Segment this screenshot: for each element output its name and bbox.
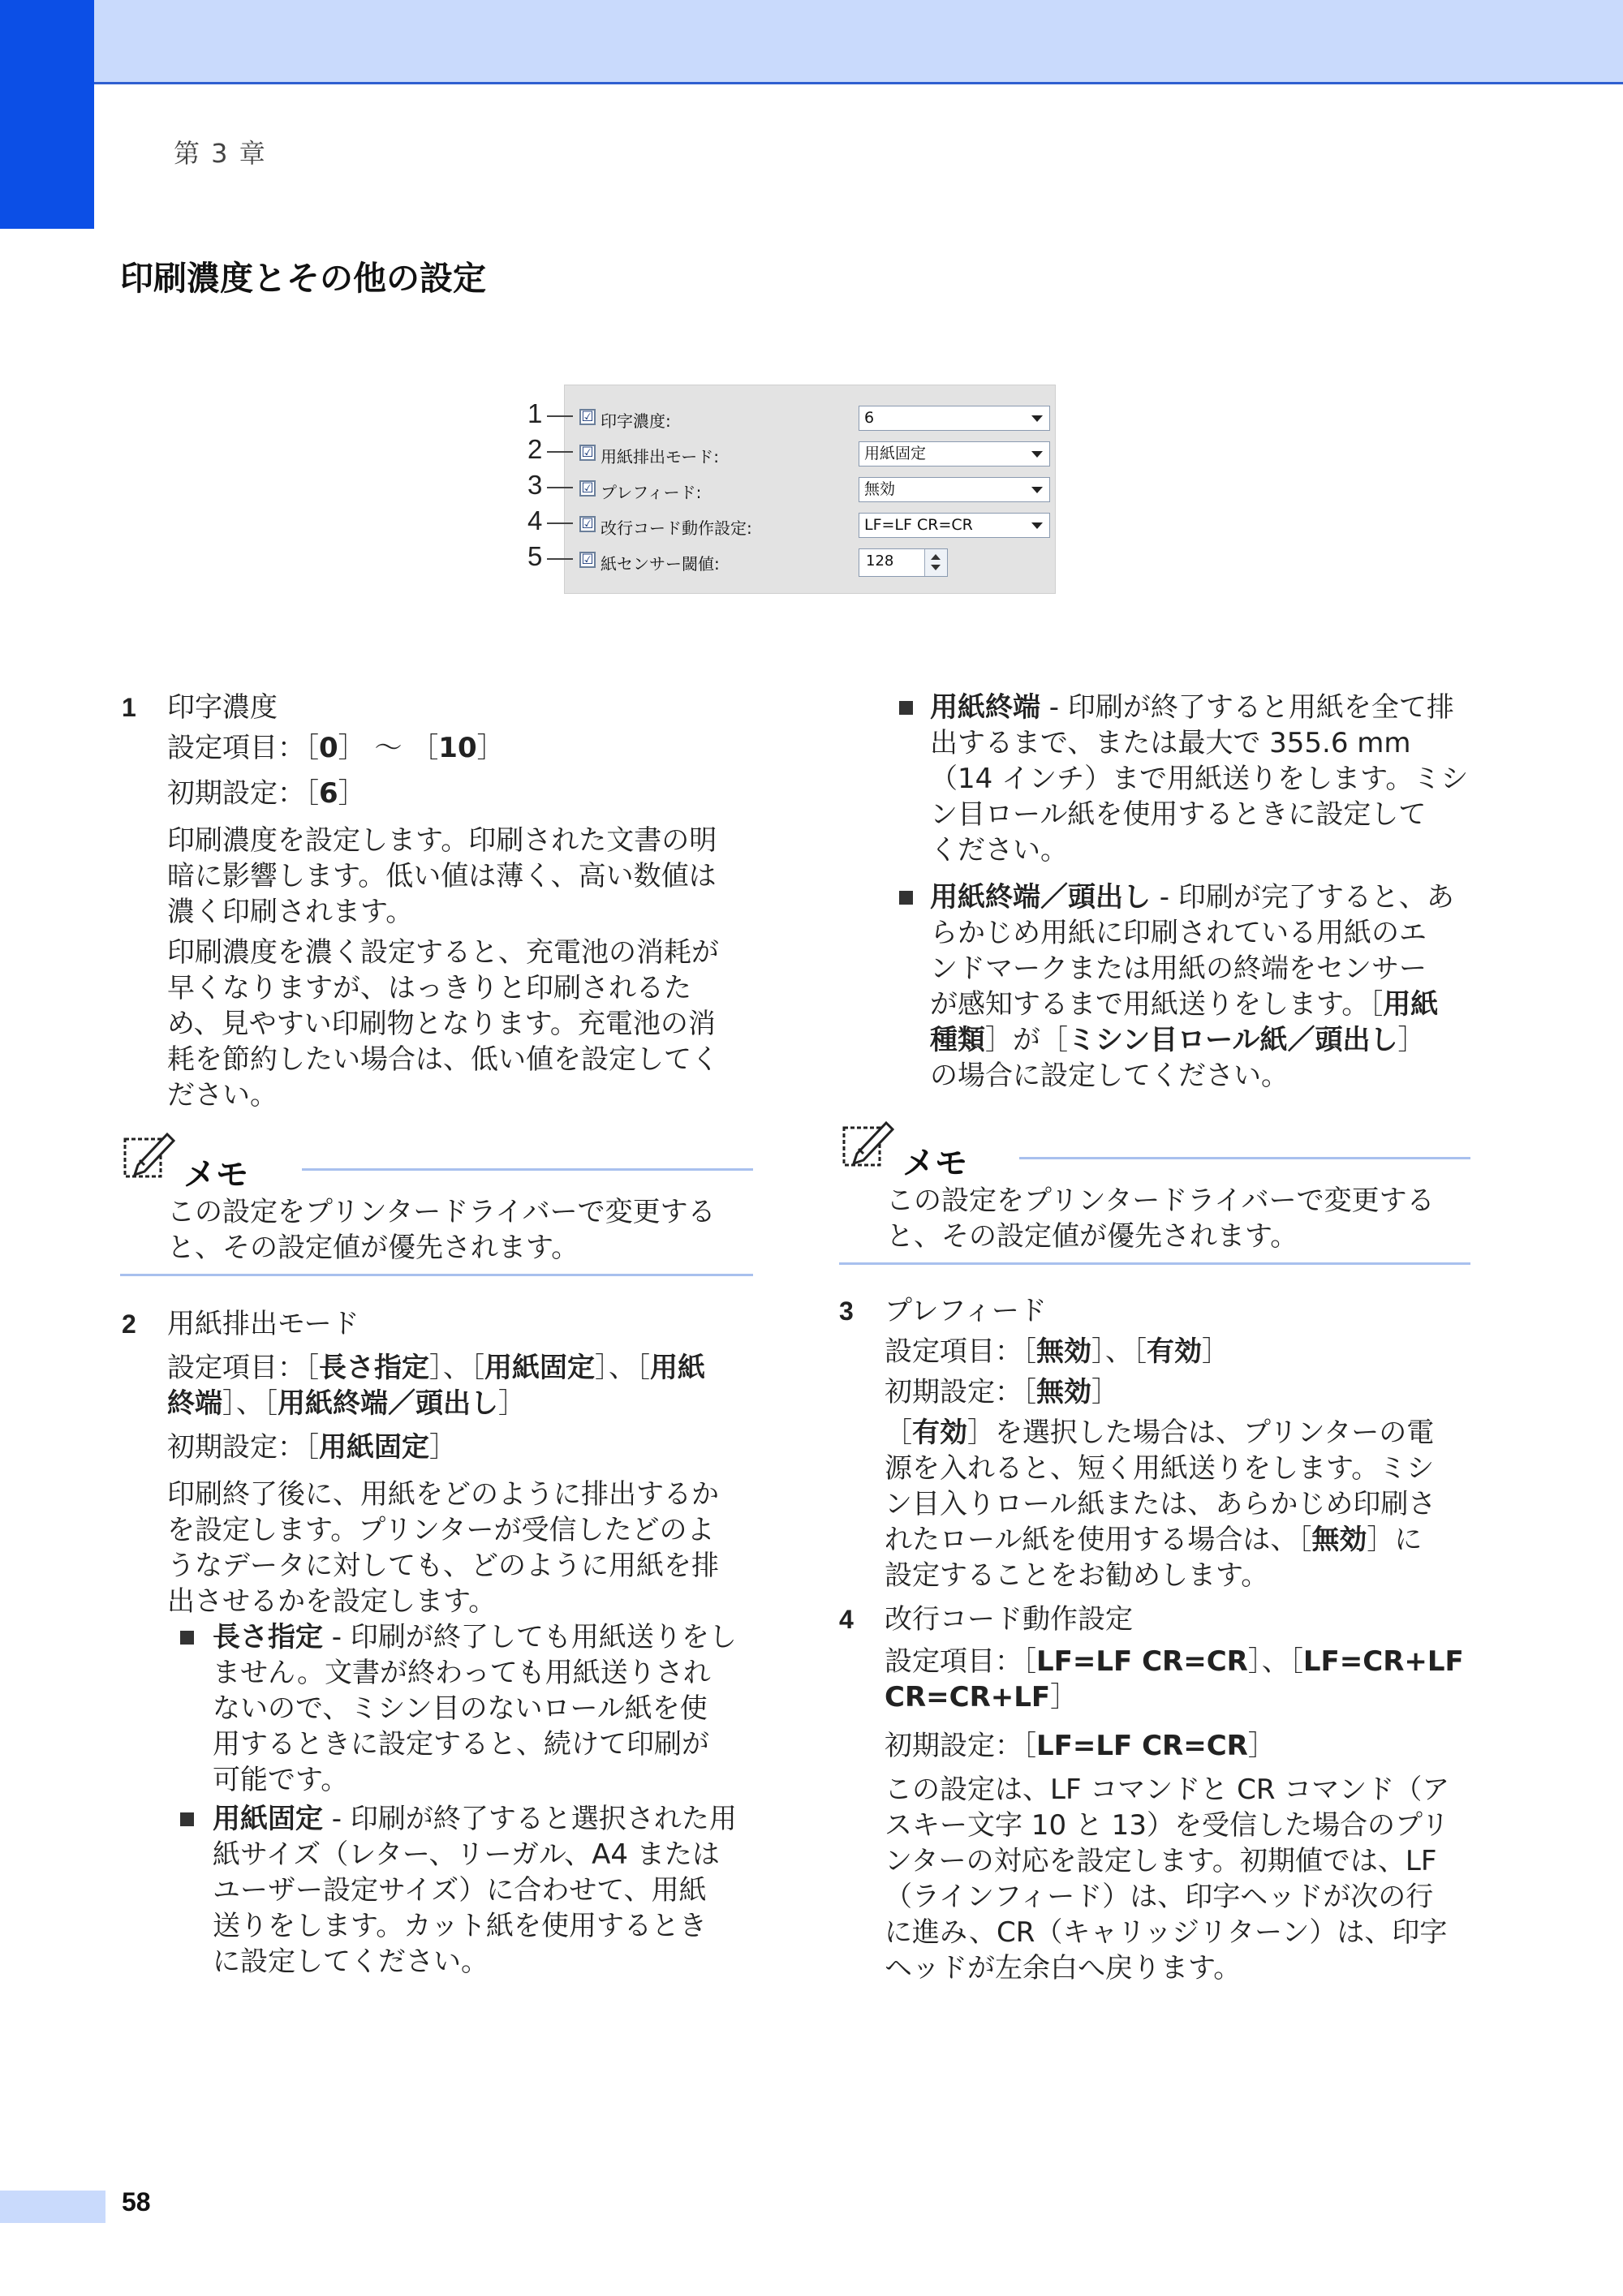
- text-bold: 用紙: [650, 1352, 705, 1384]
- text: - 印刷が終了すると用紙を全て排: [1040, 691, 1454, 724]
- text-bold: 用紙固定: [484, 1352, 595, 1384]
- text: ］、［: [595, 1352, 650, 1384]
- text-line: ださい。: [167, 1079, 278, 1111]
- text: ］: [1050, 1681, 1078, 1713]
- text: - 印刷が終了しても用紙送りをし: [323, 1621, 737, 1653]
- callout-number: 1: [527, 398, 543, 428]
- select-value: 6: [864, 409, 875, 427]
- text-line: うなデータに対しても、どのように用紙を排: [167, 1550, 719, 1582]
- row-label: 改行コード動作設定:: [601, 518, 752, 538]
- text-bold: 種類: [930, 1024, 985, 1056]
- section-number: 2: [122, 1309, 136, 1339]
- select-value: LF=LF CR=CR: [864, 516, 973, 534]
- text-bold: 有効: [912, 1417, 967, 1449]
- text-line: 印刷濃度を設定します。印刷された文書の明: [167, 824, 717, 857]
- text-bold: LF=CR+LF: [1302, 1645, 1464, 1678]
- settings-panel: [527, 385, 1056, 594]
- text: ］、［: [429, 1352, 484, 1384]
- row-label: プレフィード:: [601, 483, 702, 502]
- text-line: 送りをします。カット紙を使用するとき: [213, 1910, 707, 1942]
- text-bold: 6: [319, 777, 338, 810]
- chevron-down-icon: [1031, 487, 1043, 493]
- text-line: スキー文字 10 と 13）を受信した場合のプリ: [885, 1809, 1449, 1842]
- callout-line: [547, 415, 573, 417]
- chevron-down-icon: [1031, 522, 1043, 529]
- linefeed-select[interactable]: [859, 513, 1050, 538]
- row-label: 印字濃度:: [601, 411, 671, 431]
- text-line: ン目入りロール紙または、あらかじめ印刷さ: [885, 1488, 1436, 1520]
- text: れたロール紙を使用する場合は、［: [885, 1524, 1312, 1556]
- checkbox[interactable]: ☑: [579, 445, 596, 461]
- text: ］: [1202, 1335, 1229, 1368]
- panel-row: [527, 541, 1057, 577]
- panel-row: [527, 398, 1057, 434]
- row-label: 紙センサー閾値:: [601, 554, 720, 574]
- text: ［: [885, 1417, 912, 1449]
- default-setting: [167, 776, 366, 811]
- memo-box: [839, 1116, 1470, 1271]
- text: 設定項目：［: [885, 1335, 1036, 1368]
- text-line: ンドマークまたは用紙の終端をセンサー: [930, 952, 1427, 985]
- text-line: 可能です。: [213, 1764, 349, 1796]
- arrow-up-icon[interactable]: [931, 554, 941, 560]
- text: ］が［: [985, 1024, 1068, 1056]
- bullet-item: [213, 1619, 764, 1798]
- callout-number: 2: [527, 434, 543, 464]
- text-line: ユーザー設定サイズ）に合わせて、用紙: [213, 1874, 707, 1907]
- text-line: 用するときに設定すると、続けて印刷が: [213, 1728, 709, 1761]
- chevron-down-icon: [1031, 415, 1043, 422]
- text-line: 印刷終了後に、用紙をどのように排出するか: [167, 1478, 719, 1511]
- text: ］: [338, 777, 366, 810]
- spinner-buttons[interactable]: [924, 549, 947, 576]
- text-line: この設定をプリンタードライバーで変更する: [886, 1185, 1435, 1217]
- text: 設定項目：［: [167, 1352, 319, 1384]
- memo-box: [120, 1128, 753, 1282]
- text-bold: 用紙固定: [319, 1431, 429, 1464]
- bullet-square: [899, 891, 913, 905]
- checkbox[interactable]: ☑: [579, 516, 596, 532]
- text-line: ないので、ミシン目のないロール紙を使: [213, 1692, 708, 1725]
- text: ］: [1397, 1024, 1426, 1056]
- text-bold: 用紙終端／頭出し: [930, 881, 1151, 914]
- text-line: ヘッドが左余白へ戻ります。: [885, 1952, 1242, 1984]
- memo-rule: [120, 1274, 753, 1276]
- memo-icon: [839, 1116, 902, 1175]
- bullet-item: [930, 879, 1482, 1094]
- memo-title: メモ: [902, 1145, 967, 1182]
- select-value: 用紙固定: [864, 445, 927, 462]
- bullet-square: [180, 1812, 194, 1826]
- paragraph: [167, 1477, 751, 1619]
- text-bold: 10: [438, 732, 477, 764]
- text-bold: 無効: [1036, 1376, 1091, 1408]
- text-line: （ラインフィード）は、印字ヘッドが次の行: [885, 1881, 1434, 1913]
- text-bold: 用紙終端／頭出し: [278, 1387, 498, 1420]
- memo-text: [167, 1194, 716, 1266]
- text-line: 源を入れると、短く用紙送りをします。ミシ: [885, 1452, 1435, 1485]
- text-bold: ミシン目ロール紙／頭出し: [1068, 1024, 1398, 1056]
- checkbox[interactable]: ☑: [579, 552, 596, 568]
- text: が感知するまで用紙送りをします。［: [930, 988, 1384, 1021]
- arrow-down-icon[interactable]: [931, 565, 941, 570]
- checkbox[interactable]: ☑: [579, 409, 596, 425]
- bullet-item: [213, 1801, 764, 1980]
- text-line: 暗に影響します。低い値は薄く、高い数値は: [167, 860, 717, 892]
- memo-rule: [839, 1262, 1470, 1265]
- page-title: 印刷濃度とその他の設定: [120, 259, 486, 298]
- text-line: 紙サイズ（レター、リーガル、A4 または: [213, 1838, 720, 1871]
- panel-row: [527, 505, 1057, 541]
- density-select[interactable]: [859, 406, 1050, 431]
- prefeed-select[interactable]: [859, 477, 1050, 502]
- text: 初期設定：［: [885, 1730, 1036, 1762]
- text-line: この設定をプリンタードライバーで変更する: [167, 1196, 716, 1228]
- section-title: プレフィード: [885, 1295, 1047, 1327]
- text-line: 早くなりますが、はっきりと印刷されるた: [167, 972, 691, 1004]
- text-bold: 有効: [1147, 1335, 1202, 1368]
- section-number: 3: [839, 1296, 854, 1326]
- callout-number: 5: [527, 541, 543, 571]
- memo-rule: [1019, 1157, 1470, 1159]
- memo-rule: [302, 1168, 753, 1171]
- text-line: この設定は、LF コマンドと CR コマンド（ア: [885, 1774, 1450, 1806]
- text-line: 出させるかを設定します。: [167, 1585, 497, 1618]
- callout-line: [547, 522, 573, 524]
- section-title: 印字濃度: [167, 691, 278, 724]
- text-bold: 用紙固定: [213, 1803, 323, 1835]
- chevron-down-icon: [1031, 451, 1043, 458]
- section-number: 1: [122, 693, 136, 722]
- text: ］に: [1367, 1524, 1423, 1556]
- text-line: と、その設定値が優先されます。: [167, 1232, 579, 1264]
- text: ］: [476, 732, 505, 764]
- text-bold: 終端: [167, 1387, 222, 1420]
- setting-items: [885, 1644, 1477, 1715]
- text: 設定項目：［: [885, 1645, 1036, 1678]
- paragraph: [167, 823, 751, 930]
- text: ］: [1247, 1730, 1276, 1762]
- text-bold: CR=CR+LF: [885, 1681, 1051, 1713]
- text-bold: LF=LF CR=CR: [1036, 1645, 1248, 1678]
- callout-line: [547, 487, 573, 488]
- text-line: （14 インチ）まで用紙送りをします。ミシ: [930, 763, 1469, 795]
- text-line: 出するまで、または最大で 355.6 mm: [930, 727, 1411, 759]
- text-bold: 長さ指定: [319, 1352, 429, 1384]
- bullet-item: [930, 690, 1482, 868]
- section-title: 改行コード動作設定: [885, 1603, 1133, 1636]
- text-line: ン目ロール紙を使用するときに設定して: [930, 798, 1427, 831]
- callout-number: 3: [527, 470, 543, 500]
- text-line: 設定することをお勧めします。: [885, 1559, 1269, 1592]
- callout-line: [547, 558, 573, 560]
- select-value: 無効: [864, 480, 896, 498]
- text: ］ ～ ［: [338, 732, 439, 764]
- paragraph: [885, 1772, 1477, 1986]
- text-bold: 無効: [1036, 1335, 1091, 1368]
- text-line: らかじめ用紙に印刷されている用紙のエ: [930, 917, 1427, 949]
- default-setting: [885, 1728, 1276, 1764]
- text-line: の場合に設定してください。: [930, 1060, 1289, 1092]
- paragraph: [885, 1415, 1477, 1593]
- bullet-square: [180, 1631, 194, 1645]
- memo-text: [886, 1183, 1435, 1254]
- text: 初期設定：［: [167, 777, 319, 810]
- text-bold: 用紙: [1383, 988, 1439, 1021]
- text: ］、［: [1247, 1645, 1303, 1678]
- text-line: ください。: [930, 834, 1068, 866]
- text-line: と、その設定値が優先されます。: [886, 1220, 1298, 1253]
- text: ］を選択した場合は、プリンターの電: [967, 1417, 1435, 1449]
- text-bold: 用紙終端: [930, 691, 1040, 724]
- setting-items: [167, 1350, 751, 1421]
- text-line: 印刷濃度を濃く設定すると、充電池の消耗が: [167, 936, 719, 969]
- text-line: ンターの対応を設定します。初期値では、LF: [885, 1845, 1437, 1877]
- setting-items: [885, 1334, 1229, 1369]
- default-setting: [885, 1374, 1119, 1410]
- row-label: 用紙排出モード:: [601, 447, 719, 467]
- page-number: 58: [122, 2187, 151, 2216]
- section-title: 用紙排出モード: [167, 1308, 359, 1340]
- section-number: 4: [839, 1605, 854, 1634]
- text-line: に進み、CR（キャリッジリターン）は、印字: [885, 1916, 1448, 1949]
- chapter-tab: [0, 0, 94, 229]
- text: ］: [1091, 1376, 1119, 1408]
- text: ］、［: [1091, 1335, 1147, 1368]
- setting-items: [167, 730, 505, 766]
- text: 設定項目：［: [167, 732, 319, 764]
- text: - 印刷が完了すると、あ: [1151, 881, 1454, 914]
- memo-icon: [120, 1128, 183, 1186]
- feed-mode-select[interactable]: [859, 441, 1050, 467]
- text-line: ません。文書が終わっても用紙送りされ: [213, 1657, 711, 1689]
- text-line: 濃く印刷されます。: [167, 896, 414, 928]
- chapter-label: 第 3 章: [174, 138, 267, 169]
- checkbox[interactable]: ☑: [579, 480, 596, 497]
- text-bold: 長さ指定: [213, 1621, 323, 1653]
- callout-number: 4: [527, 505, 543, 535]
- text: ］: [498, 1387, 526, 1420]
- text-bold: 無効: [1311, 1524, 1367, 1556]
- default-setting: [167, 1430, 457, 1465]
- memo-title: メモ: [183, 1156, 248, 1193]
- panel-row: [527, 470, 1057, 505]
- paragraph: [167, 935, 751, 1113]
- text-line: 耗を節約したい場合は、低い値を設定してく: [167, 1043, 719, 1076]
- text: ］、［: [222, 1387, 278, 1420]
- text-line: に設定してください。: [213, 1946, 489, 1978]
- header-band: [0, 0, 1623, 84]
- footer-band: [0, 2191, 105, 2223]
- panel-row: [527, 434, 1057, 470]
- text: 初期設定：［: [167, 1431, 319, 1464]
- text: - 印刷が終了すると選択された用: [323, 1803, 737, 1835]
- text: ］: [429, 1431, 457, 1464]
- text-bold: LF=LF CR=CR: [1036, 1730, 1248, 1762]
- sensor-threshold-spinner[interactable]: [859, 548, 948, 577]
- text-line: め、見やすい印刷物となります。充電池の消: [167, 1008, 716, 1040]
- text-line: を設定します。プリンターが受信したどのよ: [167, 1514, 715, 1546]
- callout-line: [547, 451, 573, 453]
- bullet-square: [899, 701, 913, 715]
- text: 初期設定：［: [885, 1376, 1036, 1408]
- spinner-value: 128: [866, 553, 894, 570]
- text-bold: 0: [319, 732, 338, 764]
